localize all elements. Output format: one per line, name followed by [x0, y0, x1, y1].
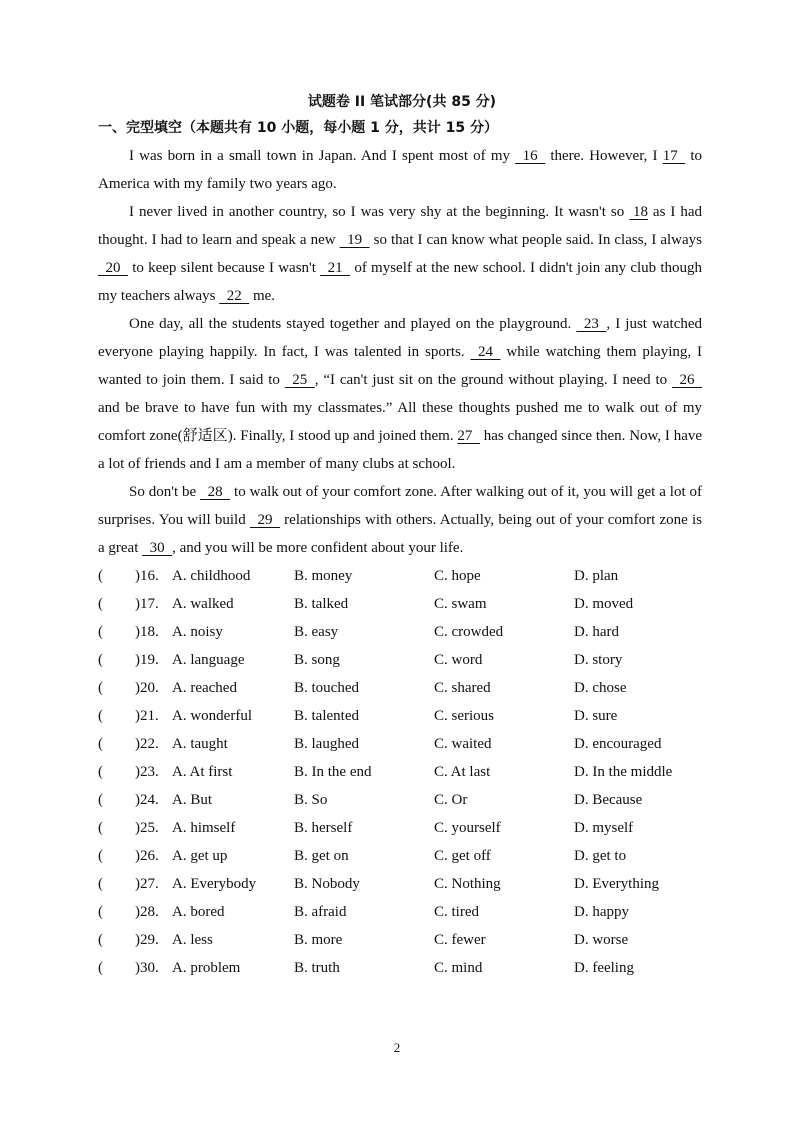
answer-paren: ( [98, 876, 103, 892]
cloze-passage [98, 142, 702, 562]
question-row [98, 618, 702, 646]
option-b: B. So [294, 792, 328, 808]
option-c: C. mind [434, 960, 483, 976]
option-a: A. But [172, 792, 213, 808]
option-b: B. talented [294, 708, 359, 724]
answer-paren: ( [98, 820, 103, 836]
option-a: A. noisy [172, 624, 223, 640]
question-row [98, 926, 702, 954]
option-d: D. story [574, 652, 623, 668]
blank-20: 20 [98, 260, 128, 276]
option-d: D. chose [574, 680, 627, 696]
option-a: A. At first [172, 764, 233, 780]
option-d: D. In the middle [574, 764, 673, 780]
option-a: A. walked [172, 596, 234, 612]
blank-17: 17 [662, 148, 686, 164]
option-d: D. encouraged [574, 736, 662, 752]
text: , and you will be more confident about your life. [172, 540, 464, 556]
option-c: C. At last [434, 764, 491, 780]
option-c: C. get off [434, 848, 491, 864]
blank-27: 27 [457, 428, 480, 444]
page-number: 2 [393, 1040, 401, 1055]
text: me. [252, 288, 276, 304]
option-b: B. more [294, 932, 343, 948]
question-number: )21. [135, 708, 159, 724]
text: relationships with others. Actually, being out of your comfort zone is a great [98, 512, 703, 556]
blank-29: 29 [249, 512, 280, 528]
question-row [98, 870, 702, 898]
text: and be brave to have fun with my classmates.” All these thoughts pushed me to walk out of my comfort zone(舒适区). Finally, I stood up and joined them. [98, 400, 702, 444]
question-number: )19. [135, 652, 159, 668]
question-number: )25. [135, 820, 159, 836]
option-a: A. get up [172, 848, 228, 864]
option-b: B. talked [294, 596, 349, 612]
question-number: )24. [135, 792, 159, 808]
option-d: D. plan [574, 568, 619, 584]
text: as I had thought. I had to learn and speak a new [98, 204, 703, 248]
option-c: C. fewer [434, 932, 486, 948]
answer-paren: ( [98, 904, 103, 920]
option-a: A. less [172, 932, 213, 948]
question-row [98, 954, 702, 982]
blank-16: 16 [515, 148, 546, 164]
option-c: C. Nothing [434, 876, 501, 892]
answer-paren: ( [98, 960, 103, 976]
blank-25: 25 [284, 372, 315, 388]
question-row [98, 898, 702, 926]
text: has changed since then. Now, I have a lot of friends and I am a member of many clubs at school. [98, 428, 703, 472]
option-c: C. Or [434, 792, 468, 808]
answer-paren: ( [98, 568, 103, 584]
question-row [98, 674, 702, 702]
question-row [98, 786, 702, 814]
exam-page [98, 90, 702, 982]
option-b: B. In the end [294, 764, 372, 780]
option-d: D. hard [574, 624, 619, 640]
option-c: C. serious [434, 708, 494, 724]
option-c: C. swam [434, 596, 487, 612]
text: I never lived in another country, so I was very shy at the beginning. It wasn't so [129, 204, 625, 220]
text: of myself at the new school. I didn't join any club though my teachers always [98, 260, 703, 304]
option-c: C. crowded [434, 624, 504, 640]
text: I was born in a small town in Japan. And I spent most of my [129, 148, 510, 164]
answer-paren: ( [98, 764, 103, 780]
section-heading: 一、完型填空（本题共有 10 小题，每小题 1 分，共计 15 分） [98, 120, 498, 136]
text: to keep silent because I wasn't [132, 260, 316, 276]
option-a: A. childhood [172, 568, 251, 584]
option-a: A. problem [172, 960, 241, 976]
question-number: )27. [135, 876, 159, 892]
answer-paren: ( [98, 792, 103, 808]
answer-paren: ( [98, 596, 103, 612]
question-number: )20. [135, 680, 159, 696]
text: while watching them playing, I wanted to join them. I said to [98, 344, 703, 388]
text: to America with my family two years ago. [98, 148, 703, 192]
option-b: B. money [294, 568, 353, 584]
option-d: D. feeling [574, 960, 634, 976]
option-c: C. tired [434, 904, 479, 920]
answer-paren: ( [98, 652, 103, 668]
question-number: )30. [135, 960, 159, 976]
paragraph-3 [98, 310, 702, 478]
option-d: D. Because [574, 792, 643, 808]
blank-19: 19 [339, 232, 370, 248]
option-d: D. worse [574, 932, 629, 948]
answer-paren: ( [98, 848, 103, 864]
option-d: D. happy [574, 904, 629, 920]
answer-paren: ( [98, 932, 103, 948]
option-a: A. bored [172, 904, 225, 920]
blank-28: 28 [200, 484, 231, 500]
option-a: A. taught [172, 736, 228, 752]
question-row [98, 758, 702, 786]
option-a: A. language [172, 652, 245, 668]
answer-paren: ( [98, 624, 103, 640]
option-c: C. word [434, 652, 483, 668]
option-d: D. Everything [574, 876, 659, 892]
question-number: )22. [135, 736, 159, 752]
blank-23: 23 [576, 316, 607, 332]
question-number: )18. [135, 624, 159, 640]
option-c: C. yourself [434, 820, 501, 836]
text: So don't be [129, 484, 197, 500]
question-list [98, 562, 702, 982]
paragraph-1 [98, 142, 702, 198]
blank-22: 22 [219, 288, 250, 304]
question-row [98, 814, 702, 842]
question-row [98, 702, 702, 730]
option-a: A. wonderful [172, 708, 252, 724]
blank-30: 30 [142, 540, 173, 556]
blank-24: 24 [470, 344, 501, 360]
option-b: B. truth [294, 960, 340, 976]
paragraph-2 [98, 198, 702, 310]
text: there. However, I [550, 148, 658, 164]
text: , I just watched everyone playing happily. In fact, I was talented in sports. [98, 316, 703, 360]
paragraph-4 [98, 478, 702, 562]
question-row [98, 842, 702, 870]
option-b: B. easy [294, 624, 339, 640]
answer-paren: ( [98, 708, 103, 724]
option-b: B. Nobody [294, 876, 360, 892]
option-b: B. song [294, 652, 340, 668]
blank-26: 26 [672, 372, 703, 388]
option-a: A. Everybody [172, 876, 257, 892]
option-d: D. get to [574, 848, 627, 864]
answer-paren: ( [98, 680, 103, 696]
option-b: B. touched [294, 680, 359, 696]
question-number: )28. [135, 904, 159, 920]
question-number: )26. [135, 848, 159, 864]
option-b: B. laughed [294, 736, 359, 752]
text: so that I can know what people said. In class, I always [373, 232, 703, 248]
option-d: D. myself [574, 820, 634, 836]
option-b: B. afraid [294, 904, 347, 920]
answer-paren: ( [98, 736, 103, 752]
text: , “I can't just sit on the ground without playing. I need to [314, 372, 668, 388]
question-row [98, 562, 702, 590]
option-c: C. shared [434, 680, 491, 696]
question-number: )29. [135, 932, 159, 948]
blank-21: 21 [320, 260, 351, 276]
option-b: B. herself [294, 820, 353, 836]
question-row [98, 730, 702, 758]
question-number: )16. [135, 568, 159, 584]
question-number: )23. [135, 764, 159, 780]
option-a: A. himself [172, 820, 236, 836]
question-row [98, 590, 702, 618]
option-b: B. get on [294, 848, 349, 864]
option-c: C. hope [434, 568, 481, 584]
option-d: D. moved [574, 596, 634, 612]
blank-18: 18 [629, 204, 648, 220]
question-number: )17. [135, 596, 159, 612]
option-c: C. waited [434, 736, 492, 752]
option-d: D. sure [574, 708, 618, 724]
page-title: 试题卷 II 笔试部分(共 85 分) [307, 94, 497, 110]
option-a: A. reached [172, 680, 237, 696]
text: One day, all the students stayed together and played on the playground. [129, 316, 572, 332]
question-row [98, 646, 702, 674]
text: to walk out of your comfort zone. After walking out of it, you will get a lot of surprises. You will build [98, 484, 703, 528]
